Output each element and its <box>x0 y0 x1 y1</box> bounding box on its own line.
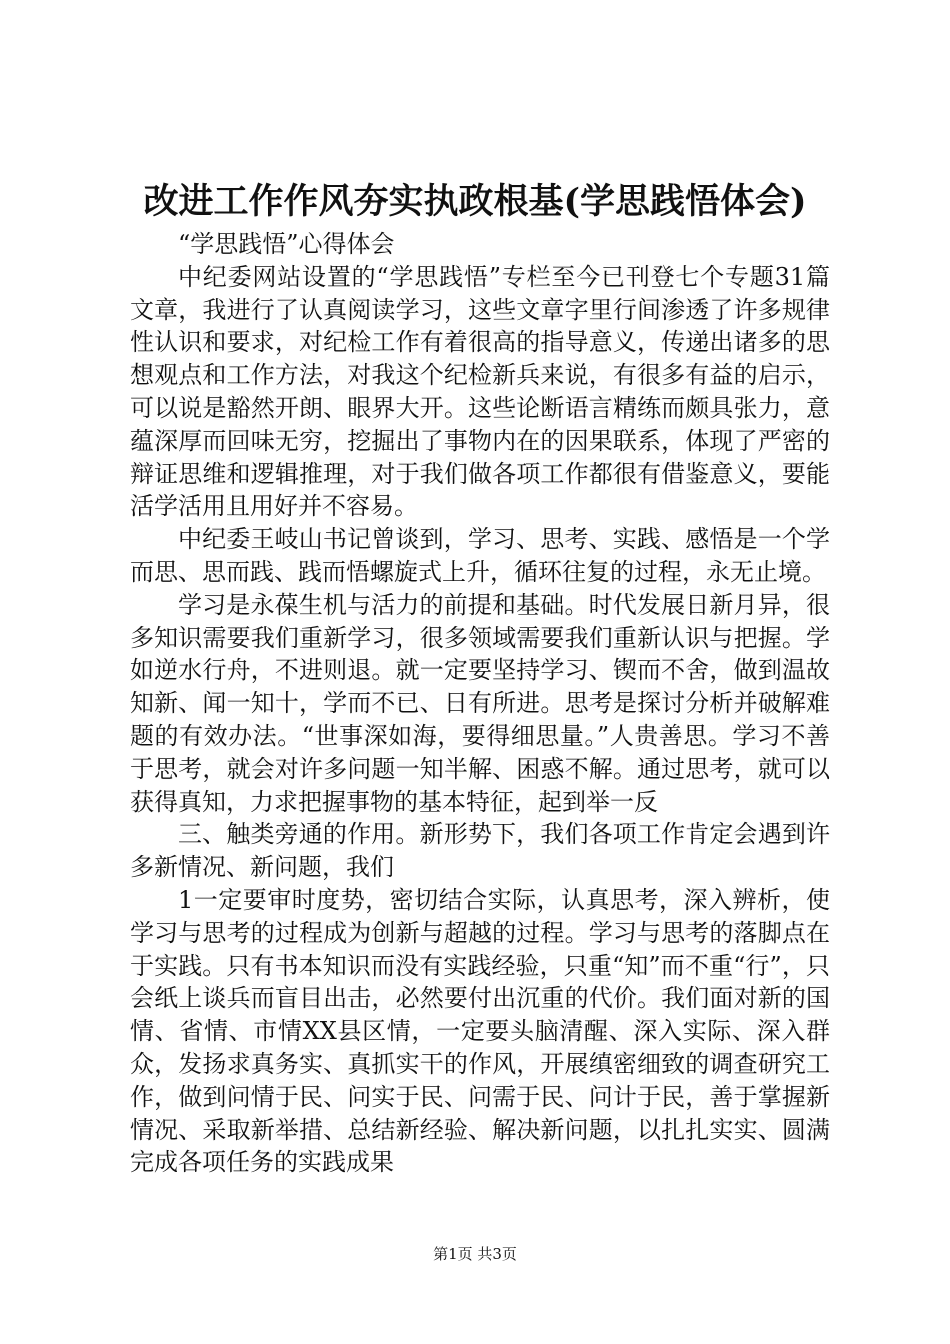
paragraph: 中纪委王岐山书记曾谈到，学习、思考、实践、感悟是一个学而思、思而践、践而悟螺旋式上升，循环往复的过程，永无止境。 <box>130 525 830 586</box>
document-body <box>130 228 830 1179</box>
paragraph: 中纪委网站设置的“学思践悟”专栏至今已刊登七个专题31篇文章，我进行了认真阅读学习，这些文章字里行间渗透了许多规律性认识和要求，对纪检工作有着很高的指导意义，传递出诸多的思想观点和工作方法，对我这个纪检新兵来说，有很多有益的启示，可以说是豁然开朗、眼界大开。这些论断语言精练而颇具张力，意蕴深厚而回味无穷，挖掘出了事物内在的因果联系，体现了严密的辩证思维和逻辑推理，对于我们做各项工作都很有借鉴意义，要能活学活用且用好并不容易。 <box>130 262 830 521</box>
paragraph: 学习是永葆生机与活力的前提和基础。时代发展日新月异，很多知识需要我们重新学习，很多领域需要我们重新认识与把握。学如逆水行舟，不进则退。就一定要坚持学习、锲而不舍，做到温故知新、闻一知十，学而不已、日有所进。思考是探讨分析并破解难题的有效办法。“世事深如海，要得细思量。”人贵善思。学习不善于思考，就会对许多问题一知半解、困惑不解。通过思考，就可以获得真知，力求把握事物的基本特征，起到举一反 <box>130 590 830 816</box>
paragraph-subtitle: “学思践悟”心得体会 <box>178 230 395 258</box>
paragraph: 三、触类旁通的作用。新形势下，我们各项工作肯定会遇到许多新情况、新问题，我们 <box>130 820 830 882</box>
paragraph: 1一定要审时度势，密切结合实际，认真思考，深入辨析，使学习与思考的过程成为创新与超越的过程。学习与思考的落脚点在于实践。只有书本知识而没有实践经验，只重“知”而不重“行”，只会纸上谈兵而盲目出击，必然要付出沉重的代价。我们面对新的国情、省情、市情XX县区情，一定要头脑清醒、深入实际、深入群众，发扬求真务实、真抓实干的作风，开展缜密细致的调查研究工作，做到问情于民、问实于民、问需于民、问计于民，善于掌握新情况、采取新举措、总结新经验、解决新问题，以扎扎实实、圆满完成各项任务的实践成果 <box>130 885 830 1177</box>
page-footer: 第1页 共3页 <box>433 1245 517 1263</box>
document-title: 改进工作作风夯实执政根基(学思践悟体会) <box>143 181 807 222</box>
